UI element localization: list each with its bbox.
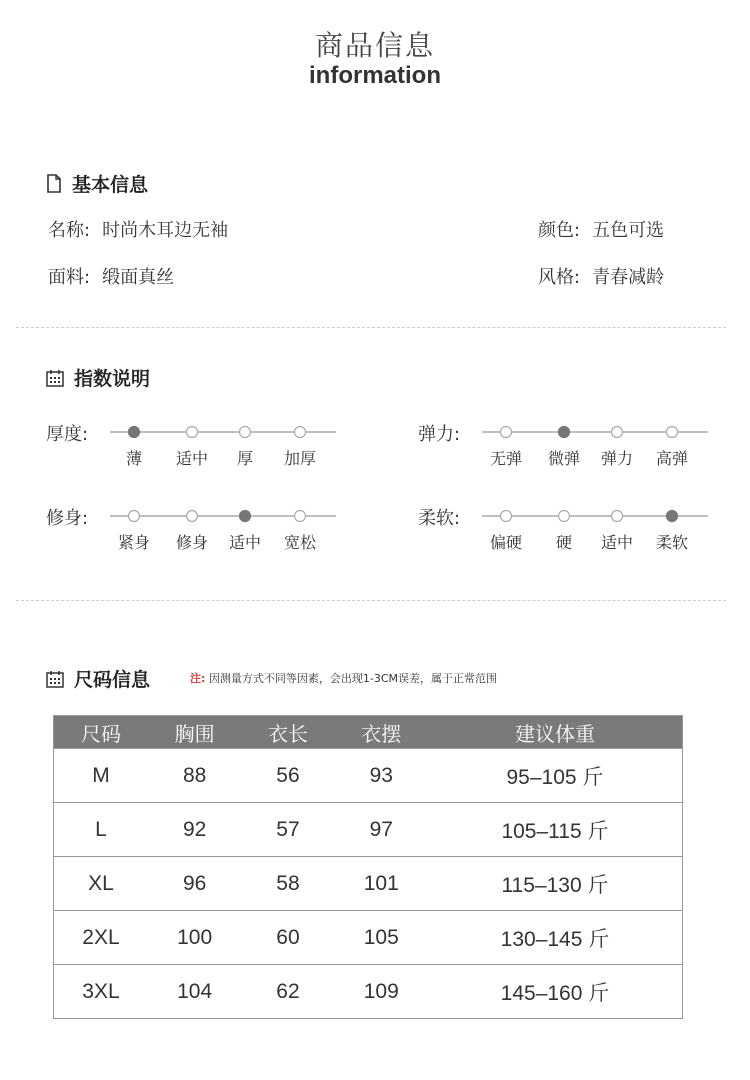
calendar-icon xyxy=(46,369,64,387)
note-text: 因测量方式不同等因素，会出现1-3CM误差，属于正常范围 xyxy=(208,672,498,685)
size-info-title: 尺码信息 xyxy=(74,669,151,691)
scale-option-label: 无弹 xyxy=(489,449,523,468)
scale-option-label: 宽松 xyxy=(283,533,317,552)
table-header-cell: 衣长 xyxy=(241,716,334,749)
scale-option-label: 紧身 xyxy=(117,533,151,552)
scale-option-label: 弹力 xyxy=(600,449,634,468)
scale-dot xyxy=(559,511,570,522)
fabric-label: 面料: xyxy=(48,267,91,288)
table-cell: 105 xyxy=(335,911,428,965)
scale-dot xyxy=(501,511,512,522)
table-cell: 109 xyxy=(335,965,428,1019)
table-header-cell: 建议体重 xyxy=(428,716,683,749)
size-table xyxy=(53,715,683,1019)
scale-dot xyxy=(240,427,251,438)
table-cell: 88 xyxy=(148,749,241,803)
table-cell: L xyxy=(54,803,148,857)
name-label: 名称: xyxy=(48,220,91,241)
color-label: 颜色: xyxy=(538,220,581,241)
name-value: 时尚木耳边无袖 xyxy=(102,220,229,241)
style-label: 风格: xyxy=(538,267,581,288)
style-value: 青春减龄 xyxy=(592,267,665,288)
scale-option-label: 适中 xyxy=(228,533,262,552)
calendar-icon xyxy=(46,670,64,688)
scale-label: 柔软: xyxy=(418,508,461,529)
scale-dot xyxy=(295,427,306,438)
table-cell: 62 xyxy=(241,965,334,1019)
table-cell: 60 xyxy=(241,911,334,965)
measurement-note xyxy=(190,670,497,686)
fabric-row xyxy=(48,263,174,289)
scale-dot xyxy=(295,511,306,522)
scale-track xyxy=(418,506,718,526)
scale-dot xyxy=(187,427,198,438)
scale-option-label: 偏硬 xyxy=(489,533,523,552)
size-info-heading xyxy=(46,665,150,692)
color-value: 五色可选 xyxy=(592,220,665,241)
scale-option-label: 修身 xyxy=(175,533,209,552)
table-cell: M xyxy=(54,749,148,803)
index-heading xyxy=(46,364,150,391)
fabric-value: 缎面真丝 xyxy=(102,267,175,288)
table-cell: 130–145 斤 xyxy=(428,911,683,965)
scale-dot-selected xyxy=(129,427,140,438)
scale-dot xyxy=(667,427,678,438)
table-header-cell: 尺码 xyxy=(54,716,148,749)
header-title-en: information xyxy=(309,62,441,89)
scale-dot xyxy=(612,511,623,522)
color-row xyxy=(538,216,664,242)
scale-dot-selected xyxy=(559,427,570,438)
table-cell: 58 xyxy=(241,857,334,911)
scale-option-label: 柔软 xyxy=(655,533,689,552)
scale-label: 弹力: xyxy=(418,424,461,445)
table-cell: 105–115 斤 xyxy=(428,803,683,857)
table-cell: 104 xyxy=(148,965,241,1019)
table-row xyxy=(54,749,683,803)
scale-option-label: 适中 xyxy=(175,449,209,468)
table-row xyxy=(54,803,683,857)
table-cell: 92 xyxy=(148,803,241,857)
divider xyxy=(16,327,726,328)
style-row xyxy=(538,263,664,289)
scale-track xyxy=(46,422,346,442)
table-header-cell: 衣摆 xyxy=(335,716,428,749)
index-title: 指数说明 xyxy=(74,368,151,390)
scale-option-label: 硬 xyxy=(555,533,573,552)
table-cell: 96 xyxy=(148,857,241,911)
table-cell: 95–105 斤 xyxy=(428,749,683,803)
table-row xyxy=(54,857,683,911)
scale-track xyxy=(46,506,346,526)
basic-info-heading xyxy=(46,170,148,197)
note-prefix: 注: xyxy=(190,672,206,685)
table-cell: 115–130 斤 xyxy=(428,857,683,911)
scale-option-label: 加厚 xyxy=(283,449,317,468)
scale-option-label: 高弹 xyxy=(655,449,689,468)
scale-dot xyxy=(129,511,140,522)
scale-option-label: 适中 xyxy=(600,533,634,552)
scale-option-label: 厚 xyxy=(236,449,254,468)
scale-dot-selected xyxy=(667,511,678,522)
basic-info-title: 基本信息 xyxy=(72,174,149,196)
table-cell: 97 xyxy=(335,803,428,857)
table-cell: 93 xyxy=(335,749,428,803)
table-cell: 56 xyxy=(241,749,334,803)
name-row xyxy=(48,216,228,242)
divider xyxy=(16,600,726,601)
document-icon xyxy=(46,174,62,193)
scale-dot xyxy=(501,427,512,438)
scale-dot xyxy=(612,427,623,438)
table-header-cell: 胸围 xyxy=(148,716,241,749)
table-header-row xyxy=(54,716,683,749)
scale-label: 修身: xyxy=(46,508,89,529)
table-row xyxy=(54,911,683,965)
table-cell: 145–160 斤 xyxy=(428,965,683,1019)
scale-option-label: 微弹 xyxy=(547,449,581,468)
scale-option-label: 薄 xyxy=(125,449,143,468)
scale-label: 厚度: xyxy=(46,424,89,445)
table-cell: 100 xyxy=(148,911,241,965)
table-cell: 3XL xyxy=(54,965,148,1019)
header-title-cn: 商品信息 xyxy=(314,29,435,62)
table-cell: 57 xyxy=(241,803,334,857)
table-cell: 2XL xyxy=(54,911,148,965)
table-cell: XL xyxy=(54,857,148,911)
scale-dot-selected xyxy=(240,511,251,522)
table-cell: 101 xyxy=(335,857,428,911)
table-row xyxy=(54,965,683,1019)
scale-track xyxy=(418,422,718,442)
scale-dot xyxy=(187,511,198,522)
